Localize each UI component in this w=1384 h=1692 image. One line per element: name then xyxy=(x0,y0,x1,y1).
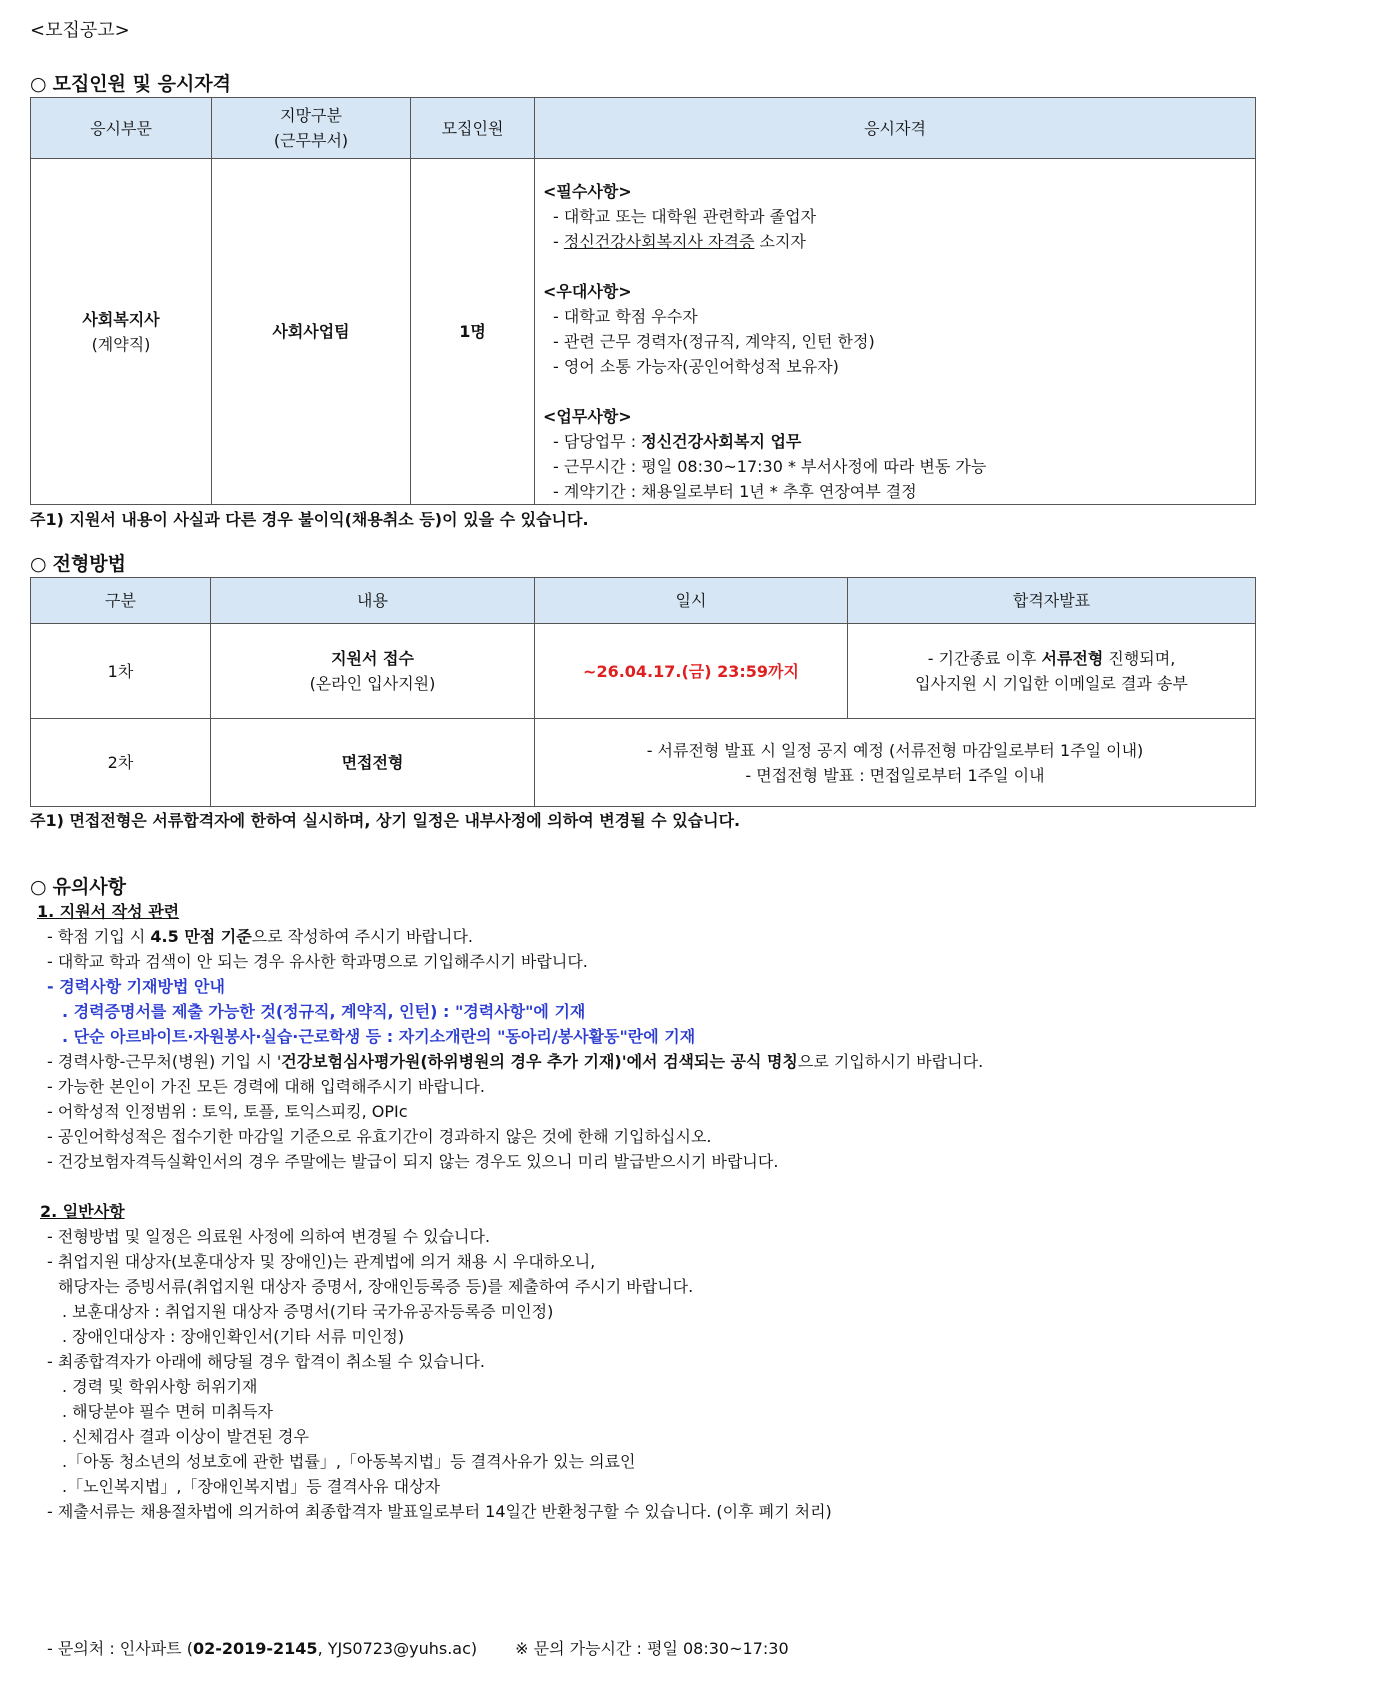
text: 서류전형 xyxy=(1041,649,1104,668)
header-cell: 구분 xyxy=(31,578,211,624)
note-item: - 전형방법 및 일정은 의료원 사정에 의하여 변경될 수 있습니다. xyxy=(47,1227,491,1246)
note-item: . 신체검사 결과 이상이 발견된 경우 xyxy=(62,1427,309,1446)
note-item: . 보훈대상자 : 취업지원 대상자 증명서(기타 국가유공자등록증 미인정) xyxy=(62,1302,554,1321)
header-cell: 모집인원 xyxy=(411,98,535,159)
section-title: 전형방법 xyxy=(52,553,127,575)
text: - 경력사항-근무처(병원) 기입 시 ' xyxy=(47,1052,282,1071)
contact-line xyxy=(47,1636,789,1661)
note-item: . 단순 아르바이트·자원봉사·실습·근로학생 등 : 자기소개란의 "동아리/봉사활동"란에 기재 xyxy=(62,1027,696,1046)
content-cell xyxy=(211,624,535,719)
contact-email: , YJS0723@yuhs.ac) xyxy=(317,1639,478,1658)
note-item: .「아동 청소년의 성보호에 관한 법률」,「아동복지법」등 결격사유가 있는 의료인 xyxy=(62,1452,636,1471)
section-heading-selection xyxy=(30,552,126,577)
contact-phone: 02-2019-2145 xyxy=(192,1639,318,1658)
position-type: (계약직) xyxy=(91,334,151,354)
text: 진행되며, xyxy=(1103,649,1176,668)
section-heading-notes xyxy=(30,875,126,900)
duty-text: 정신건강사회복지 업무 xyxy=(641,432,802,451)
section-heading-recruitment xyxy=(30,72,231,97)
text: 으로 기입하시기 바랍니다. xyxy=(797,1052,984,1071)
note-item: - 경력사항 기재방법 안내 xyxy=(47,977,225,996)
note-item: - 취업지원 대상자(보훈대상자 및 장애인)는 관계법에 의거 채용 시 우대하오니, xyxy=(47,1252,596,1271)
stage-cell: 2차 xyxy=(31,719,211,807)
announcement-line: 입사지원 시 기입한 이메일로 결과 송부 xyxy=(915,674,1188,693)
text: - 기간종료 이후 xyxy=(927,649,1042,668)
required-item: - 대학교 또는 대학원 관련학과 졸업자 xyxy=(553,207,817,226)
duty-item: - 계약기간 : 채용일로부터 1년 * 추후 연장여부 결정 xyxy=(553,482,917,501)
qualification-cell xyxy=(535,159,1256,505)
selection-footnote: 주1) 면접전형은 서류합격자에 한하여 실시하며, 상기 일정은 내부사정에 의하여 변경될 수 있습니다. xyxy=(30,811,741,830)
circle-icon: ○ xyxy=(30,73,47,95)
duty-item xyxy=(543,429,1255,454)
recruitment-table xyxy=(30,97,1256,505)
header-cell: 응시자격 xyxy=(535,98,1256,159)
note-item: . 장애인대상자 : 장애인확인서(기타 서류 미인정) xyxy=(62,1327,405,1346)
required-heading: <필수사항> xyxy=(543,182,632,201)
selection-table xyxy=(30,577,1256,807)
schedule-line: - 서류전형 발표 시 일정 공지 예정 (서류전형 마감일로부터 1주일 이내) xyxy=(646,740,1144,760)
header-cell: 합격자발표 xyxy=(848,578,1256,624)
note-item xyxy=(30,924,1330,949)
contact-label: - 문의처 : 인사파트 ( xyxy=(47,1639,193,1658)
text: 으로 작성하여 주시기 바랍니다. xyxy=(251,927,473,946)
header-text: 지망구분 xyxy=(280,106,342,125)
table-row xyxy=(31,719,1256,807)
header-cell: 일시 xyxy=(535,578,848,624)
duty-heading: <업무사항> xyxy=(543,407,632,426)
text: - xyxy=(553,232,564,251)
text: 건강보험심사평가원(하위병원의 경우 추가 기재)'에서 검색되는 공식 명칭 xyxy=(281,1052,798,1071)
table-header-row xyxy=(31,578,1256,624)
required-item xyxy=(543,229,1255,254)
note-item: - 건강보험자격득실확인서의 경우 주말에는 발급이 되지 않는 경우도 있으니 미리 발급받으시기 바랍니다. xyxy=(47,1152,779,1171)
preferred-item: - 관련 근무 경력자(정규직, 계약직, 인턴 한정) xyxy=(553,332,875,351)
header-text: (근무부서) xyxy=(273,131,349,150)
preferred-item: - 대학교 학점 우수자 xyxy=(553,307,698,326)
recruitment-footnote: 주1) 지원서 내용이 사실과 다른 경우 불이익(채용취소 등)이 있을 수 있습니다. xyxy=(30,510,589,529)
note-item: . 경력증명서를 제출 가능한 것(정규직, 계약직, 인턴) : "경력사항"에 기재 xyxy=(62,1002,586,1021)
department-cell: 사회사업팀 xyxy=(212,159,411,505)
note-item xyxy=(30,1049,1330,1074)
section-title: 모집인원 및 응시자격 xyxy=(52,73,232,95)
table-row xyxy=(31,624,1256,719)
note-item: 해당자는 증빙서류(취업지원 대상자 증명서, 장애인등록증 등)를 제출하여 주시기 바랍니다. xyxy=(58,1277,694,1296)
table-row xyxy=(31,159,1256,505)
note-item: . 해당분야 필수 면허 미취득자 xyxy=(62,1402,273,1421)
content-cell: 면접전형 xyxy=(211,719,535,807)
note-item: - 제출서류는 채용절차법에 의거하여 최종합격자 발표일로부터 14일간 반환청구할 수 있습니다. (이후 폐기 처리) xyxy=(47,1502,832,1521)
text: 소지자 xyxy=(754,232,806,251)
page-title: <모집공고> xyxy=(30,20,130,41)
license-text: 정신건강사회복지사 자격증 xyxy=(563,232,755,251)
preferred-heading: <우대사항> xyxy=(543,282,632,301)
subheading-application: 1. 지원서 작성 관련 xyxy=(37,902,180,921)
deadline-cell: ~26.04.17.(금) 23:59까지 xyxy=(535,624,848,719)
notes-block xyxy=(30,899,1330,1524)
contact-hours: ※ 문의 가능시간 : 평일 08:30~17:30 xyxy=(515,1639,789,1658)
note-item: . 경력 및 학위사항 허위기재 xyxy=(62,1377,258,1396)
preferred-item: - 영어 소통 가능자(공인어학성적 보유자) xyxy=(553,357,839,376)
note-item: - 대학교 학과 검색이 안 되는 경우 유사한 학과명으로 기입해주시기 바랍니다. xyxy=(47,952,588,971)
position-cell xyxy=(31,159,212,505)
announcement-line xyxy=(848,646,1255,671)
header-cell xyxy=(212,98,411,159)
text: 4.5 만점 기준 xyxy=(150,927,252,946)
duty-item: - 근무시간 : 평일 08:30~17:30 * 부서사정에 따라 변동 가능 xyxy=(553,457,987,476)
note-item: .「노인복지법」,「장애인복지법」등 결격사유 대상자 xyxy=(62,1477,441,1496)
note-item: - 어학성적 인정범위 : 토익, 토플, 토익스피킹, OPIc xyxy=(47,1102,408,1121)
headcount-cell: 1명 xyxy=(411,159,535,505)
announcement-cell xyxy=(848,624,1256,719)
circle-icon: ○ xyxy=(30,553,47,575)
text: - 담당업무 : xyxy=(553,432,642,451)
note-item: - 최종합격자가 아래에 해당될 경우 합격이 취소될 수 있습니다. xyxy=(47,1352,485,1371)
subheading-general: 2. 일반사항 xyxy=(40,1202,125,1221)
text: - 학점 기입 시 xyxy=(47,927,151,946)
note-item: - 가능한 본인이 가진 모든 경력에 대해 입력해주시기 바랍니다. xyxy=(47,1077,485,1096)
header-cell: 내용 xyxy=(211,578,535,624)
section-title: 유의사항 xyxy=(52,876,127,898)
table-header-row xyxy=(31,98,1256,159)
header-cell: 응시부문 xyxy=(31,98,212,159)
schedule-line: - 면접전형 발표 : 면접일로부터 1주일 이내 xyxy=(745,765,1045,785)
content-title: 지원서 접수 xyxy=(331,649,414,668)
note-item: - 공인어학성적은 접수기한 마감일 기준으로 유효기간이 경과하지 않은 것에 한해 기입하십시오. xyxy=(47,1127,712,1146)
content-sub: (온라인 입사지원) xyxy=(309,674,436,693)
position-name: 사회복지사 xyxy=(82,309,160,329)
stage-cell: 1차 xyxy=(31,624,211,719)
schedule-cell xyxy=(535,719,1256,807)
circle-icon: ○ xyxy=(30,876,47,898)
